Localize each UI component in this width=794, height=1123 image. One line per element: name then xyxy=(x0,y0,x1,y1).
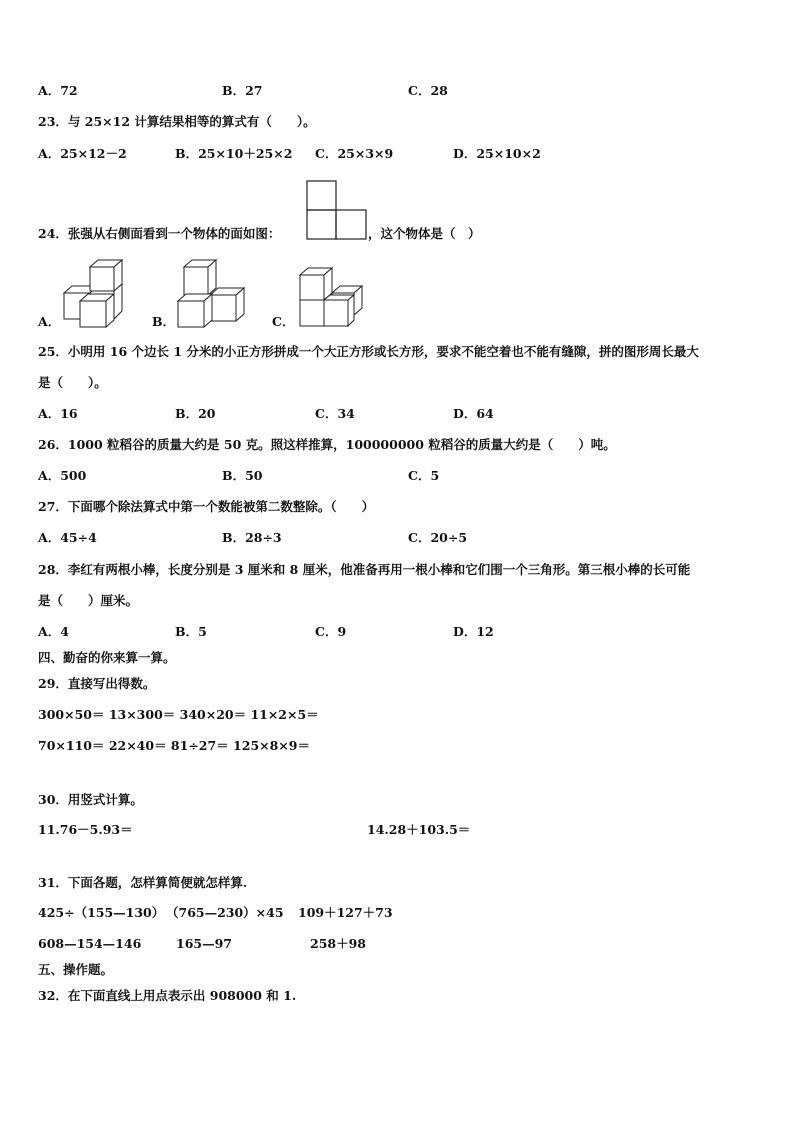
q27-option-a: A．45÷4 xyxy=(38,530,97,545)
q29-row2: 70×110＝ 22×40＝ 81÷27＝ 125×8×9＝ xyxy=(38,738,310,753)
q22-option-b: B．27 xyxy=(222,83,263,98)
q32-stem: 32．在下面直线上用点表示出 908000 和 1. xyxy=(38,988,297,1003)
section5-heading: 五、操作题。 xyxy=(38,962,114,977)
q24-option-c-label: C． xyxy=(272,314,295,329)
q25-option-c: C．34 xyxy=(315,406,355,421)
q31-expr-5: 165—97 xyxy=(176,936,232,951)
q27-stem: 27．下面哪个除法算式中第一个数能被第二数整除。（ ） xyxy=(38,499,375,514)
q22-option-a: A．72 xyxy=(38,83,78,98)
q31-expr-1: 425÷（155—130） xyxy=(38,905,165,920)
q24-option-c-cubes-figure xyxy=(298,266,366,330)
q28-stem-line2: 是（ ）厘米。 xyxy=(38,593,139,608)
q26-option-b: B．50 xyxy=(222,468,263,483)
q26-stem: 26．1000 粒稻谷的质量大约是 50 克。照这样推算，100000000 粒稻谷的质量大约是（ ）吨。 xyxy=(38,437,616,452)
q24-option-b-label: B． xyxy=(152,314,176,329)
q30-left-expression: 11.76－5.93＝ xyxy=(38,822,133,837)
q24-side-view-figure xyxy=(306,180,368,240)
q23-option-b: B．25×10＋25×2 xyxy=(175,146,293,161)
q25-option-b: B．20 xyxy=(175,406,216,421)
q31-expr-6: 258＋98 xyxy=(310,936,366,951)
q23-option-c: C．25×3×9 xyxy=(315,146,394,161)
q26-option-c: C．5 xyxy=(408,468,440,483)
q23-stem: 23．与 25×12 计算结果相等的算式有（ ）。 xyxy=(38,114,316,129)
q24-option-a-label: A． xyxy=(38,314,61,329)
q28-option-b: B．5 xyxy=(175,624,207,639)
q24-stem-end: ，这个物体是（ ） xyxy=(368,226,481,241)
q31-expr-3: 109＋127＋73 xyxy=(298,905,393,920)
q27-option-c: C．20÷5 xyxy=(408,530,468,545)
q24-stem-start: 24．张强从右侧面看到一个物体的面如图： xyxy=(38,226,281,241)
q29-stem: 29．直接写出得数。 xyxy=(38,676,156,691)
q29-row1: 300×50＝ 13×300＝ 340×20＝ 11×2×5＝ xyxy=(38,707,319,722)
q23-option-a: A．25×12－2 xyxy=(38,146,127,161)
q25-option-d: D．64 xyxy=(453,406,494,421)
q25-option-a: A．16 xyxy=(38,406,78,421)
q24-option-a-cubes-figure xyxy=(62,259,126,329)
q26-option-a: A．500 xyxy=(38,468,87,483)
q31-expr-4: 608—154—146 xyxy=(38,936,142,951)
q28-option-a: A．4 xyxy=(38,624,69,639)
q31-stem: 31．下面各题，怎样算简便就怎样算. xyxy=(38,875,248,890)
q30-right-expression: 14.28＋103.5＝ xyxy=(367,822,471,837)
q28-stem-line1: 28．李红有两根小棒，长度分别是 3 厘米和 8 厘米，他准备再用一根小棒和它们围一个三角形。第三根小棒的长可能 xyxy=(38,562,691,577)
q23-option-d: D．25×10×2 xyxy=(453,146,541,161)
q27-option-b: B．28÷3 xyxy=(222,530,282,545)
section4-heading: 四、勤奋的你来算一算。 xyxy=(38,650,176,665)
q24-option-b-cubes-figure xyxy=(176,259,248,329)
q22-option-c: C．28 xyxy=(408,83,448,98)
q25-stem-line2: 是（ ）。 xyxy=(38,375,107,390)
q28-option-c: C．9 xyxy=(315,624,347,639)
q30-stem: 30．用竖式计算。 xyxy=(38,792,143,807)
q28-option-d: D．12 xyxy=(453,624,494,639)
q31-expr-2: （765—230）×45 xyxy=(166,905,284,920)
q25-stem-line1: 25．小明用 16 个边长 1 分米的小正方形拼成一个大正方形或长方形，要求不能空着也不能有缝隙，拼的图形周长最大 xyxy=(38,344,699,359)
